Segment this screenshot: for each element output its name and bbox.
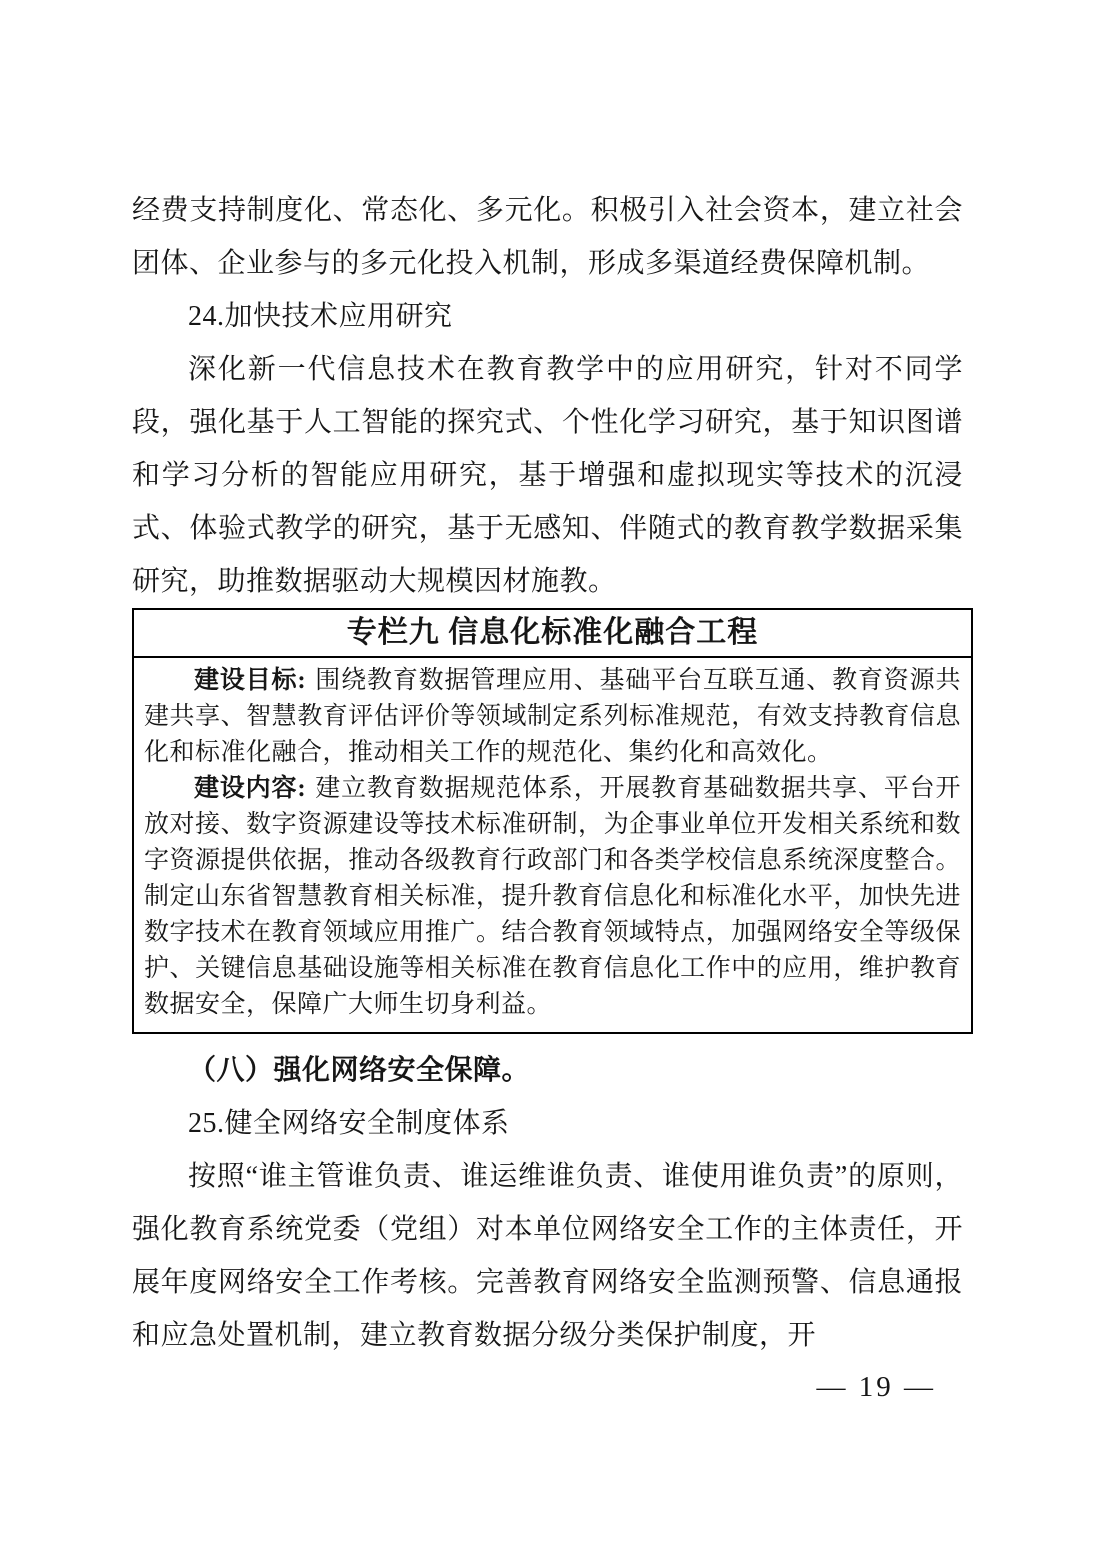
box-content-text: 建立教育数据规范体系，开展教育基础数据共享、平台开放对接、数字资源建设等技术标准研制，为企事业单位开发相关系统和数字资源提供依据，推动各级教育行政部门和各类学校信息系统深度整合。制定山东省智慧教育相关标准，提升教育信息化和标准化水平，加快先进数字技术在教育领域应用推广。结合教育领域特点，加强网络安全等级保护、关键信息基础设施等相关标准在教育信息化工作中的应用，维护教育数据安全，保障广大师生切身利益。 <box>144 775 961 1018</box>
document-content <box>132 184 973 1362</box>
box-goal-label: 建设目标: <box>194 667 307 694</box>
page-number: — 19 — <box>816 1371 936 1403</box>
box-content-label: 建设内容: <box>194 775 307 802</box>
box-content-paragraph <box>144 771 961 1023</box>
special-column-9-body <box>134 658 971 1032</box>
paragraph-item-25: 按照“谁主管谁负责、谁运维谁负责、谁使用谁负责”的原则，强化教育系统党委（党组）对本单位网络安全工作的主体责任，开展年度网络安全工作考核。完善教育网络安全监测预警、信息通报和应急处置机制，建立教育数据分级分类保护制度，开 <box>132 1161 963 1351</box>
box-goal-paragraph <box>144 663 961 771</box>
paragraph-item-24: 深化新一代信息技术在教育教学中的应用研究，针对不同学段，强化基于人工智能的探究式、个性化学习研究，基于知识图谱和学习分析的智能应用研究，基于增强和虚拟现实等技术的沉浸式、体验式教学的研究，基于无感知、伴随式的教育教学数据采集研究，助推数据驱动大规模因材施教。 <box>132 354 963 597</box>
special-column-9-title: 专栏九 信息化标准化融合工程 <box>134 610 971 658</box>
heading-section-8: （八）强化网络安全保障。 <box>188 1055 531 1086</box>
special-column-9-box <box>132 608 973 1034</box>
paragraph-funding-continuation: 经费支持制度化、常态化、多元化。积极引入社会资本，建立社会团体、企业参与的多元化投入机制，形成多渠道经费保障机制。 <box>132 195 963 279</box>
heading-item-25: 25.健全网络安全制度体系 <box>188 1108 510 1139</box>
heading-item-24: 24.加快技术应用研究 <box>188 301 453 332</box>
box-goal-text: 围绕教育数据管理应用、基础平台互联互通、教育资源共建共享、智慧教育评估评价等领域制定系列标准规范，有效支持教育信息化和标准化融合，推动相关工作的规范化、集约化和高效化。 <box>144 667 961 766</box>
